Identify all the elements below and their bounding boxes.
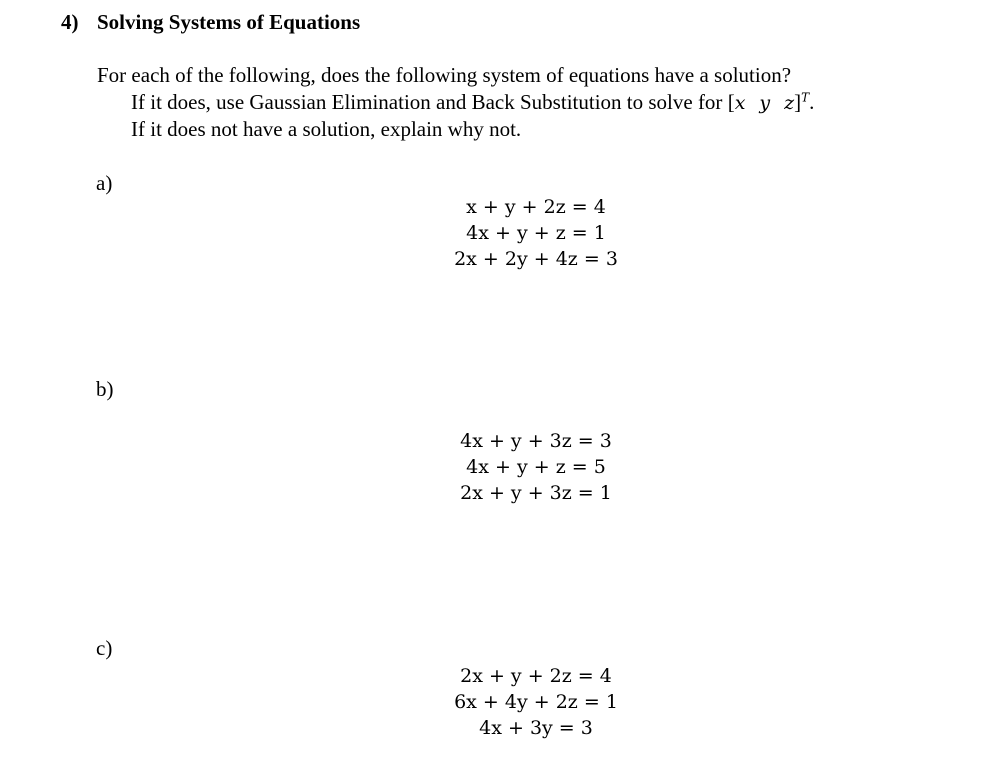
section-title: Solving Systems of Equations [97,10,361,34]
equation: 2x + 2y + 4z = 3 [454,248,618,270]
transpose-superscript: T [801,90,810,105]
equation: 4x + y + 3z = 3 [460,430,612,452]
part-b-equations [436,428,636,506]
equation: 4x + y + z = 1 [466,222,606,244]
section-number: 4) [61,10,79,34]
part-c-equations [436,663,636,741]
vector-y: y [759,92,771,114]
instructions-line-2 [131,90,814,115]
part-a-label: a) [96,171,113,195]
vector-open-bracket: [ [727,90,735,114]
instructions-line-1: For each of the following, does the following system of equations have a solution? [97,63,792,87]
vector-x: x [734,92,746,114]
part-a-equations [436,194,636,272]
vector-z: z [784,92,795,114]
part-b-label: b) [96,377,114,401]
equation: 2x + y + 2z = 4 [460,665,612,687]
equation: 4x + 3y = 3 [479,717,593,739]
equation: x + y + 2z = 4 [466,196,606,218]
instructions-line-2-text: If it does, use Gaussian Elimination and Back Substitution to solve for [131,90,728,114]
sentence-period: . [809,90,815,114]
vector-close-bracket: ] [794,90,802,114]
solution-vector [728,92,815,114]
section-heading [61,10,360,35]
equation: 2x + y + 3z = 1 [460,482,612,504]
equation: 6x + 4y + 2z = 1 [454,691,618,713]
equation: 4x + y + z = 5 [466,456,606,478]
instructions-line-3: If it does not have a solution, explain why not. [131,117,522,141]
part-c-label: c) [96,636,113,660]
